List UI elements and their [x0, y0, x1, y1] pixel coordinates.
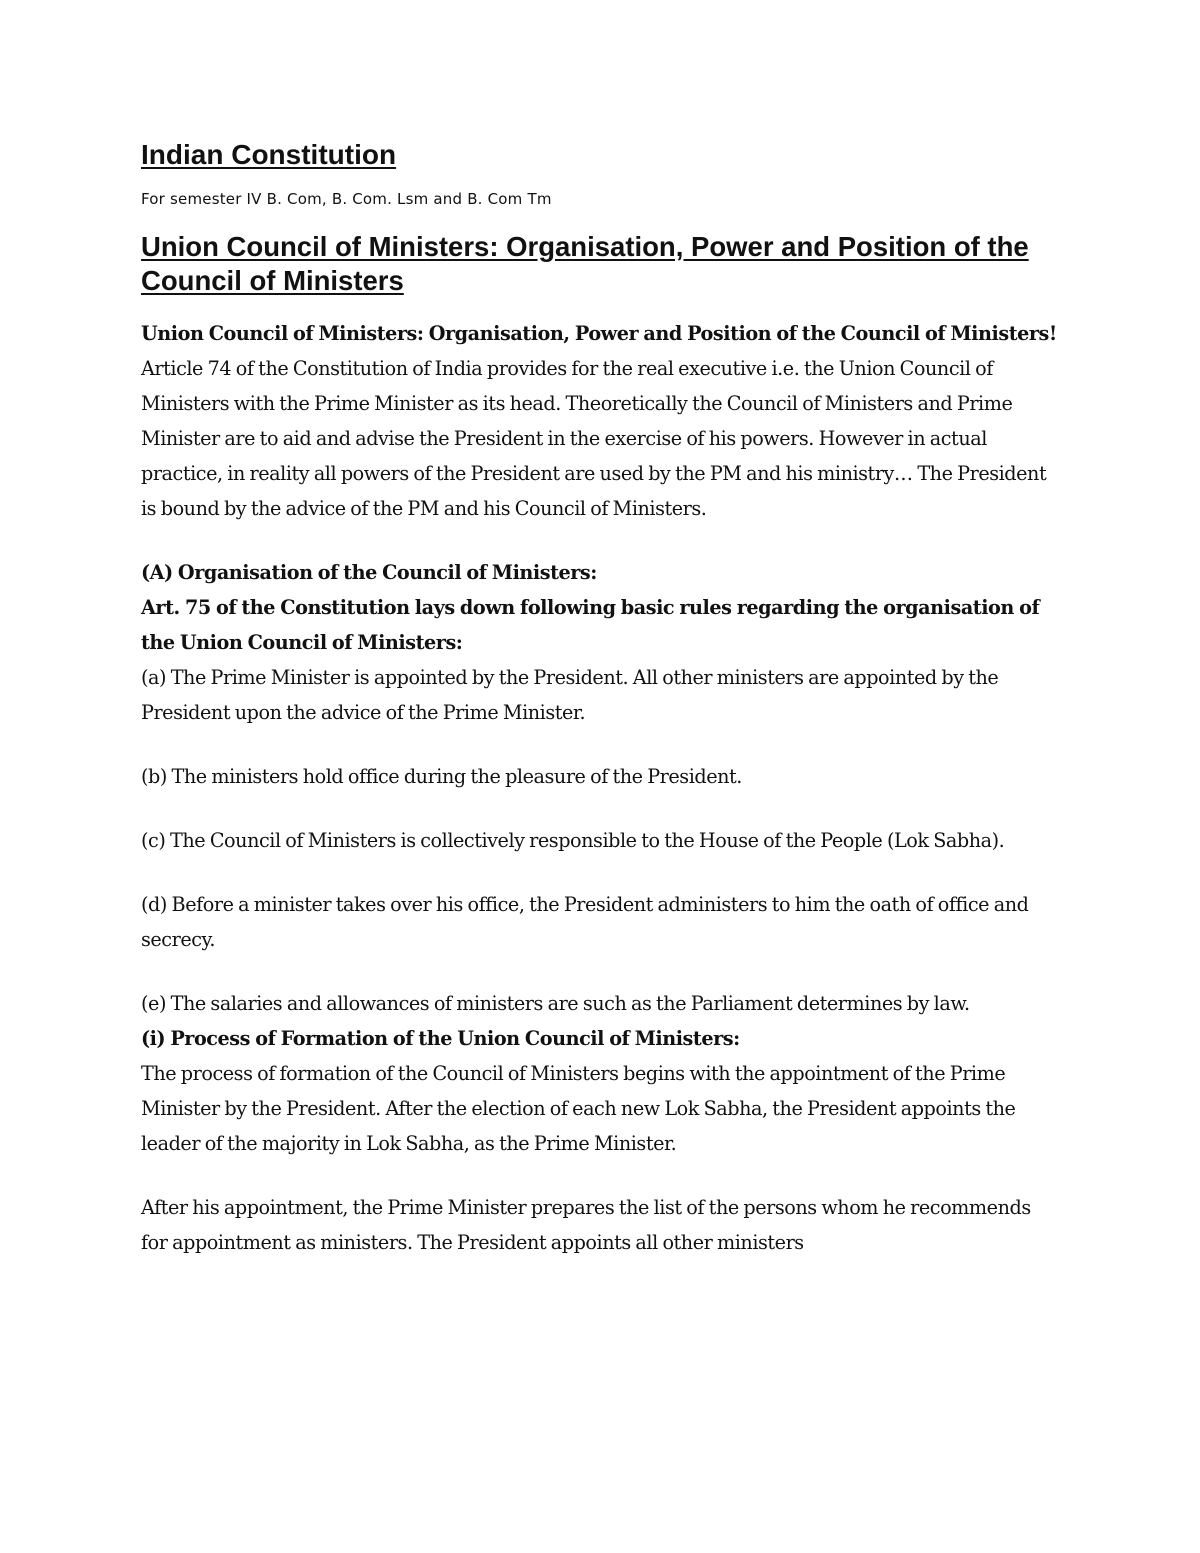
intro-heading: Union Council of Ministers: Organisation, Power and Position of the Council of Ministers! — [141, 322, 1057, 345]
document-title: Indian Constitution — [141, 139, 397, 170]
process-paragraph: The process of formation of the Council of Ministers begins with the appointment of the Prime Minister by the President. After the election of each new Lok Sabha, the President appoints the leader of the majority in Lok Sabha, as the Prime Minister. — [141, 1062, 1016, 1155]
document-subtitle: For semester IV B. Com, B. Com. Lsm and B. Com Tm — [141, 190, 552, 208]
rule-d: (d) Before a minister takes over his office, the President administers to him the oath of office and secrecy. — [141, 893, 1029, 951]
process-heading: (i) Process of Formation of the Union Council of Ministers: — [141, 1027, 740, 1050]
rule-a: (a) The Prime Minister is appointed by the President. All other ministers are appointed by the President upon the advice of the Prime Minister. — [141, 666, 999, 724]
organisation-heading: (A) Organisation of the Council of Ministers: — [141, 561, 597, 584]
appointment-paragraph: After his appointment, the Prime Minister prepares the list of the persons whom he recommends for appointment as ministers. The President appoints all other ministers — [141, 1196, 1031, 1254]
rule-c: (c) The Council of Ministers is collectively responsible to the House of the People (Lok Sabha). — [141, 829, 1005, 852]
intro-paragraph: Article 74 of the Constitution of India provides for the real executive i.e. the Union Council of Ministers with the Prime Minister as its head. Theoretically the Council of Ministers and Prime Minister are to aid and advise the President in the exercise of his powers. However in actual practice, in reality all powers of the President are used by the PM and his ministry… The President is bound by the advice of the PM and his Council of Ministers. — [141, 357, 1047, 520]
article-75-heading: Art. 75 of the Constitution lays down following basic rules regarding the organisation of the Union Council of Ministers: — [141, 596, 1040, 654]
rule-e: (e) The salaries and allowances of ministers are such as the Parliament determines by law. — [141, 992, 970, 1015]
rule-b: (b) The ministers hold office during the pleasure of the President. — [141, 765, 742, 788]
section-heading: Union Council of Ministers: Organisation, Power and Position of the Council of Ministers — [141, 231, 1029, 296]
document-body — [141, 316, 1061, 1260]
